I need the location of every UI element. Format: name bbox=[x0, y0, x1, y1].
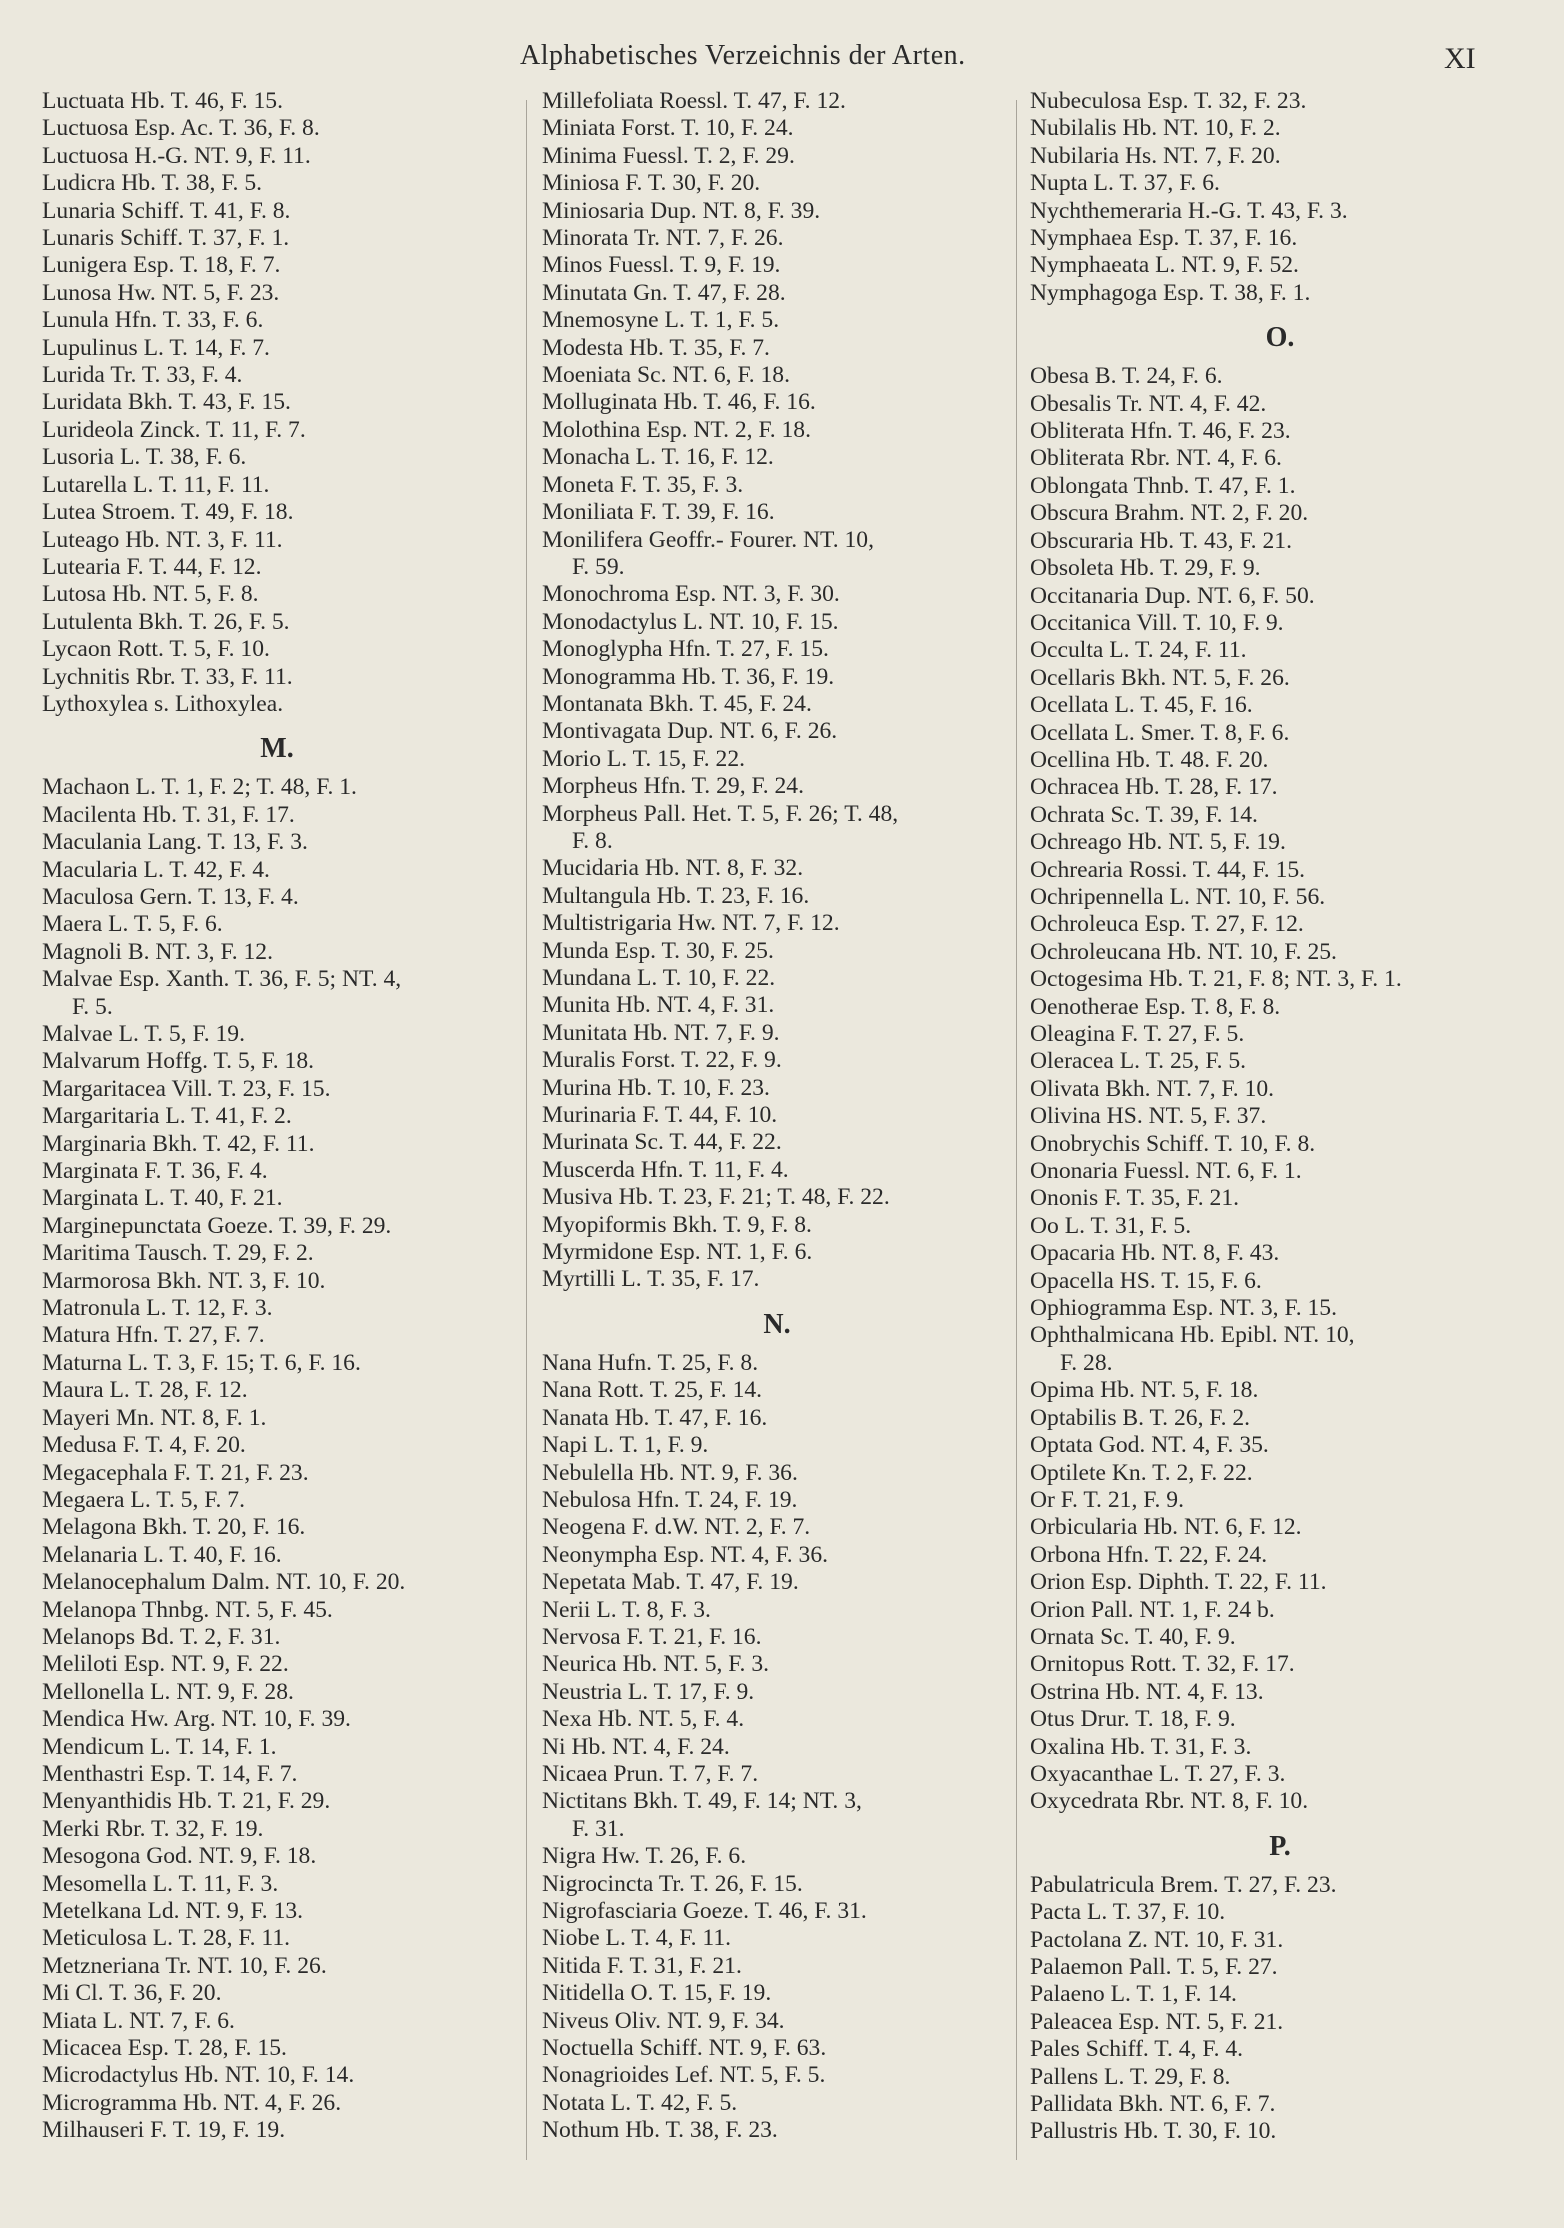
index-entry: Ophthalmicana Hb. Epibl. NT. 10, bbox=[1030, 1322, 1355, 1349]
index-entry: Nubeculosa Esp. T. 32, F. 23. bbox=[1030, 88, 1307, 114]
index-entry: Marginepunctata Goeze. T. 39, F. 29. bbox=[42, 1212, 392, 1239]
index-entry: Magnoli B. NT. 3, F. 12. bbox=[42, 938, 273, 965]
index-entry: Ochripennella L. NT. 10, F. 56. bbox=[1030, 883, 1326, 910]
index-entry: Munitata Hb. NT. 7, F. 9. bbox=[542, 1019, 780, 1046]
index-entry: Oxalina Hb. T. 31, F. 3. bbox=[1030, 1733, 1252, 1760]
index-entry: Lunaris Schiff. T. 37, F. 1. bbox=[42, 225, 290, 252]
index-entry: Microdactylus Hb. NT. 10, F. 14. bbox=[42, 2062, 355, 2089]
index-entry: Ostrina Hb. NT. 4, F. 13. bbox=[1030, 1678, 1264, 1705]
index-entry: Nubilalis Hb. NT. 10, F. 2. bbox=[1030, 115, 1281, 142]
index-entry: Lutea Stroem. T. 49, F. 18. bbox=[42, 499, 294, 526]
index-entry: Minutata Gn. T. 47, F. 28. bbox=[542, 279, 786, 306]
index-entry: Morpheus Hfn. T. 29, F. 24. bbox=[542, 773, 805, 800]
index-entry: Oleagina F. T. 27, F. 5. bbox=[1030, 1021, 1245, 1047]
index-entry: Ononis F. T. 35, F. 21. bbox=[1030, 1185, 1240, 1212]
index-entry: Montivagata Dup. NT. 6, F. 26. bbox=[542, 718, 838, 745]
index-entry: Nubilaria Hs. NT. 7, F. 20. bbox=[1030, 142, 1281, 169]
index-entry: Monodactylus L. NT. 10, F. 15. bbox=[542, 608, 839, 635]
index-column-1 bbox=[42, 88, 512, 2145]
index-entry: Multangula Hb. T. 23, F. 16. bbox=[542, 882, 810, 909]
index-entry: Nychthemeraria H.-G. T. 43, F. 3. bbox=[1030, 197, 1348, 224]
index-entry: Nigrocincta Tr. T. 26, F. 15. bbox=[542, 1870, 803, 1897]
index-entry: Nanata Hb. T. 47, F. 16. bbox=[542, 1404, 768, 1431]
index-entry: Macilenta Hb. T. 31, F. 17. bbox=[42, 801, 295, 828]
index-entry: Mayeri Mn. NT. 8, F. 1. bbox=[42, 1404, 267, 1431]
index-entry: Minorata Tr. NT. 7, F. 26. bbox=[542, 225, 784, 252]
index-entry: Lurideola Zinck. T. 11, F. 7. bbox=[42, 416, 306, 443]
index-entry: Mi Cl. T. 36, F. 20. bbox=[42, 1980, 222, 2007]
index-entry: Oxycedrata Rbr. NT. 8, F. 10. bbox=[1030, 1788, 1309, 1815]
index-entry: Onobrychis Schiff. T. 10, F. 8. bbox=[1030, 1130, 1316, 1157]
index-entry: Molluginata Hb. T. 46, F. 16. bbox=[542, 389, 816, 416]
index-entry: Lutearia F. T. 44, F. 12. bbox=[42, 553, 262, 580]
index-entry: Nymphagoga Esp. T. 38, F. 1. bbox=[1030, 279, 1311, 306]
index-entry: Miniata Forst. T. 10, F. 24. bbox=[542, 115, 794, 142]
index-entry: Murinata Sc. T. 44, F. 22. bbox=[542, 1129, 782, 1156]
index-entry: Lutosa Hb. NT. 5, F. 8. bbox=[42, 581, 259, 608]
index-entry: Ochracea Hb. T. 28, F. 17. bbox=[1030, 774, 1278, 801]
index-entry: Paleacea Esp. NT. 5, F. 21. bbox=[1030, 2008, 1284, 2035]
index-entry: Pallens L. T. 29, F. 8. bbox=[1030, 2063, 1231, 2090]
index-entry: Munita Hb. NT. 4, F. 31. bbox=[542, 992, 775, 1019]
index-entry: Macularia L. T. 42, F. 4. bbox=[42, 856, 270, 883]
index-entry: Nymphaeata L. NT. 9, F. 52. bbox=[1030, 252, 1299, 279]
index-entry: Noctuella Schiff. NT. 9, F. 63. bbox=[542, 2035, 827, 2062]
index-entry: Niobe L. T. 4, F. 11. bbox=[542, 1925, 732, 1952]
index-entry: Lunigera Esp. T. 18, F. 7. bbox=[42, 252, 281, 279]
index-entry: Lutarella L. T. 11, F. 11. bbox=[42, 471, 270, 498]
index-entry: Millefoliata Roessl. T. 47, F. 12. bbox=[542, 88, 846, 114]
index-entry: Nitidella O. T. 15, F. 19. bbox=[542, 1980, 772, 2007]
index-entry: Ni Hb. NT. 4, F. 24. bbox=[542, 1733, 730, 1760]
index-entry: Mendica Hw. Arg. NT. 10, F. 39. bbox=[42, 1706, 351, 1733]
index-entry: Ocellaris Bkh. NT. 5, F. 26. bbox=[1030, 664, 1290, 691]
index-entry: Lurida Tr. T. 33, F. 4. bbox=[42, 362, 243, 389]
index-entry: Ochrata Sc. T. 39, F. 14. bbox=[1030, 801, 1258, 828]
index-entry: Pabulatricula Brem. T. 27, F. 23. bbox=[1030, 1871, 1337, 1898]
index-entry: Luctuata Hb. T. 46, F. 15. bbox=[42, 88, 284, 114]
index-entry: Palaeno L. T. 1, F. 14. bbox=[1030, 1981, 1237, 2008]
index-entry: Ochrearia Rossi. T. 44, F. 15. bbox=[1030, 856, 1306, 883]
index-entry: Marginata L. T. 40, F. 21. bbox=[42, 1185, 283, 1212]
index-entry: Luteago Hb. NT. 3, F. 11. bbox=[42, 526, 283, 553]
index-entry: Luridata Bkh. T. 43, F. 15. bbox=[42, 389, 291, 416]
index-entry: Pallustris Hb. T. 30, F. 10. bbox=[1030, 2118, 1277, 2145]
running-title: Alphabetisches Verzeichnis der Arten. bbox=[520, 40, 966, 71]
index-entry: Opacella HS. T. 15, F. 6. bbox=[1030, 1267, 1262, 1294]
index-entry: Minos Fuessl. T. 9, F. 19. bbox=[542, 252, 781, 279]
index-entry: Lychnitis Rbr. T. 33, F. 11. bbox=[42, 663, 293, 690]
index-entry: Napi L. T. 1, F. 9. bbox=[542, 1432, 709, 1459]
index-entry: Nigra Hw. T. 26, F. 6. bbox=[542, 1843, 747, 1870]
index-entry: Pactolana Z. NT. 10, F. 31. bbox=[1030, 1926, 1284, 1953]
index-entry: Ochreago Hb. NT. 5, F. 19. bbox=[1030, 829, 1286, 856]
index-entry: Obesa B. T. 24, F. 6. bbox=[1030, 363, 1223, 390]
section-letter-heading: P. bbox=[1269, 1830, 1291, 1862]
index-entry: Nebulella Hb. NT. 9, F. 36. bbox=[542, 1459, 798, 1486]
index-column-3 bbox=[1030, 88, 1530, 2146]
index-entry: Malvarum Hoffg. T. 5, F. 18. bbox=[42, 1048, 315, 1075]
index-entry: Palaemon Pall. T. 5, F. 27. bbox=[1030, 1954, 1278, 1980]
index-entry: Miniosaria Dup. NT. 8, F. 39. bbox=[542, 197, 821, 224]
index-entry: Moeniata Sc. NT. 6, F. 18. bbox=[542, 362, 790, 389]
index-entry: Monochroma Esp. NT. 3, F. 30. bbox=[542, 581, 840, 608]
index-entry: Obscuraria Hb. T. 43, F. 21. bbox=[1030, 527, 1292, 554]
index-entry: Pacta L. T. 37, F. 10. bbox=[1030, 1899, 1226, 1926]
index-entry: Lunula Hfn. T. 33, F. 6. bbox=[42, 307, 264, 334]
page-header bbox=[0, 40, 1564, 80]
index-entry: Malvae Esp. Xanth. T. 36, F. 5; NT. 4, bbox=[42, 966, 402, 993]
index-entry: Monilifera Geoffr.- Fourer. NT. 10, bbox=[542, 526, 874, 553]
index-entry: Niveus Oliv. NT. 9, F. 34. bbox=[542, 2007, 785, 2034]
index-entry: Obliterata Rbr. NT. 4, F. 6. bbox=[1030, 445, 1282, 472]
index-entry: Lusoria L. T. 38, F. 6. bbox=[42, 444, 247, 471]
index-entry: Myrmidone Esp. NT. 1, F. 6. bbox=[542, 1239, 813, 1266]
index-entry: Mendicum L. T. 14, F. 1. bbox=[42, 1733, 277, 1760]
index-entry: Obliterata Hfn. T. 46, F. 23. bbox=[1030, 418, 1291, 445]
index-entry: Ocellata L. T. 45, F. 16. bbox=[1030, 692, 1253, 719]
index-entry: Occitanica Vill. T. 10, F. 9. bbox=[1030, 609, 1284, 636]
index-entry: Luctuosa Esp. Ac. T. 36, F. 8. bbox=[42, 115, 320, 142]
index-entry: Nebulosa Hfn. T. 24, F. 19. bbox=[542, 1486, 798, 1513]
index-entry: Matura Hfn. T. 27, F. 7. bbox=[42, 1322, 265, 1349]
index-entry: Obesalis Tr. NT. 4, F. 42. bbox=[1030, 390, 1267, 417]
index-entry: Nervosa F. T. 21, F. 16. bbox=[542, 1623, 762, 1650]
index-entry: Nana Hufn. T. 25, F. 8. bbox=[542, 1349, 759, 1376]
index-entry: Obsoleta Hb. T. 29, F. 9. bbox=[1030, 555, 1261, 582]
index-entry: Multistrigaria Hw. NT. 7, F. 12. bbox=[542, 910, 840, 937]
index-column-2 bbox=[542, 88, 1012, 2145]
index-entry: Neustria L. T. 17, F. 9. bbox=[542, 1678, 755, 1705]
index-entry: Oleracea L. T. 25, F. 5. bbox=[1030, 1048, 1247, 1075]
index-entry: Ornata Sc. T. 40, F. 9. bbox=[1030, 1623, 1236, 1650]
index-entry: Olivata Bkh. NT. 7, F. 10. bbox=[1030, 1075, 1275, 1102]
index-entry: Marginaria Bkh. T. 42, F. 11. bbox=[42, 1130, 315, 1157]
index-entry: Molothina Esp. NT. 2, F. 18. bbox=[542, 416, 812, 443]
index-entry-continuation: F. 31. bbox=[572, 1815, 625, 1842]
index-entry: Munda Esp. T. 30, F. 25. bbox=[542, 937, 774, 964]
index-entry: Nerii L. T. 8, F. 3. bbox=[542, 1596, 711, 1623]
index-entry-continuation: F. 8. bbox=[572, 827, 613, 854]
index-entry: Melanaria L. T. 40, F. 16. bbox=[42, 1541, 282, 1568]
index-entry: Margaritacea Vill. T. 23, F. 15. bbox=[42, 1075, 331, 1102]
index-entry-continuation: F. 28. bbox=[1060, 1349, 1113, 1376]
page-number: XI bbox=[1444, 42, 1476, 75]
index-entry: Lupulinus L. T. 14, F. 7. bbox=[42, 334, 270, 361]
index-entry: Nitida F. T. 31, F. 21. bbox=[542, 1952, 742, 1979]
index-entry: Nupta L. T. 37, F. 6. bbox=[1030, 170, 1220, 197]
index-entry: Meliloti Esp. NT. 9, F. 22. bbox=[42, 1651, 289, 1678]
index-entry: Myopiformis Bkh. T. 9, F. 8. bbox=[542, 1211, 812, 1238]
index-entry: Mucidaria Hb. NT. 8, F. 32. bbox=[542, 855, 804, 882]
index-entry: Orion Esp. Diphth. T. 22, F. 11. bbox=[1030, 1569, 1327, 1596]
index-entry: Occitanaria Dup. NT. 6, F. 50. bbox=[1030, 582, 1315, 609]
index-entry: Octogesima Hb. T. 21, F. 8; NT. 3, F. 1. bbox=[1030, 966, 1402, 993]
index-entry: Optabilis B. T. 26, F. 2. bbox=[1030, 1404, 1251, 1431]
index-entry: Merki Rbr. T. 32, F. 19. bbox=[42, 1815, 264, 1842]
index-entry: Olivina HS. NT. 5, F. 37. bbox=[1030, 1103, 1267, 1130]
index-entry: Luctuosa H.-G. NT. 9, F. 11. bbox=[42, 142, 311, 169]
index-entry: Monacha L. T. 16, F. 12. bbox=[542, 444, 774, 471]
index-entry: Marginata F. T. 36, F. 4. bbox=[42, 1158, 268, 1185]
index-entry-continuation: F. 5. bbox=[72, 993, 113, 1020]
index-entry: Nymphaea Esp. T. 37, F. 16. bbox=[1030, 225, 1298, 252]
index-entry: Montanata Bkh. T. 45, F. 24. bbox=[542, 690, 812, 717]
index-entry: Maculosa Gern. T. 13, F. 4. bbox=[42, 883, 299, 910]
index-entry: Otus Drur. T. 18, F. 9. bbox=[1030, 1706, 1236, 1733]
index-entry: Melanopa Thnbg. NT. 5, F. 45. bbox=[42, 1596, 333, 1623]
index-entry: Maturna L. T. 3, F. 15; T. 6, F. 16. bbox=[42, 1349, 361, 1376]
index-entry: Morpheus Pall. Het. T. 5, F. 26; T. 48, bbox=[542, 800, 899, 827]
index-entry: Micacea Esp. T. 28, F. 15. bbox=[42, 2035, 287, 2062]
index-entry: Malvae L. T. 5, F. 19. bbox=[42, 1021, 245, 1047]
index-entry: Maculania Lang. T. 13, F. 3. bbox=[42, 829, 308, 856]
index-entry: Maera L. T. 5, F. 6. bbox=[42, 911, 223, 938]
index-entry: Murinaria F. T. 44, F. 10. bbox=[542, 1102, 778, 1129]
index-entry: Mellonella L. NT. 9, F. 28. bbox=[42, 1678, 294, 1705]
index-entry: Monoglypha Hfn. T. 27, F. 15. bbox=[542, 636, 829, 663]
index-entry: Nexa Hb. NT. 5, F. 4. bbox=[542, 1706, 745, 1733]
index-entry: Lutulenta Bkh. T. 26, F. 5. bbox=[42, 608, 290, 635]
index-entry: Notata L. T. 42, F. 5. bbox=[542, 2089, 738, 2116]
index-entry: Minima Fuessl. T. 2, F. 29. bbox=[542, 142, 795, 169]
index-entry: Nigrofasciaria Goeze. T. 46, F. 31. bbox=[542, 1898, 867, 1924]
index-entry: Muralis Forst. T. 22, F. 9. bbox=[542, 1047, 782, 1074]
index-entry: Menyanthidis Hb. T. 21, F. 29. bbox=[42, 1788, 331, 1815]
index-entry: Oblongata Thnb. T. 47, F. 1. bbox=[1030, 472, 1296, 499]
index-entry: Muscerda Hfn. T. 11, F. 4. bbox=[542, 1156, 789, 1183]
section-letter-heading: O. bbox=[1265, 322, 1295, 354]
index-entry: Nothum Hb. T. 38, F. 23. bbox=[542, 2117, 778, 2144]
index-entry: Mnemosyne L. T. 1, F. 5. bbox=[542, 307, 780, 334]
index-entry: Pales Schiff. T. 4, F. 4. bbox=[1030, 2036, 1244, 2063]
index-entry: Orbicularia Hb. NT. 6, F. 12. bbox=[1030, 1514, 1302, 1541]
index-entry: Nictitans Bkh. T. 49, F. 14; NT. 3, bbox=[542, 1788, 862, 1815]
index-entry: Megaera L. T. 5, F. 7. bbox=[42, 1486, 245, 1513]
index-entry: Neogena F. d.W. NT. 2, F. 7. bbox=[542, 1514, 811, 1541]
index-entry: Pallidata Bkh. NT. 6, F. 7. bbox=[1030, 2091, 1276, 2118]
index-entry: Ocellata L. Smer. T. 8, F. 6. bbox=[1030, 719, 1290, 746]
index-entry: Margaritaria L. T. 41, F. 2. bbox=[42, 1103, 292, 1130]
index-entry: Modesta Hb. T. 35, F. 7. bbox=[542, 334, 770, 361]
index-entry: Microgramma Hb. NT. 4, F. 26. bbox=[42, 2089, 342, 2116]
index-entry: Occulta L. T. 24, F. 11. bbox=[1030, 637, 1247, 664]
index-entry: Mesomella L. T. 11, F. 3. bbox=[42, 1870, 279, 1897]
index-entry: Neurica Hb. NT. 5, F. 3. bbox=[542, 1651, 770, 1678]
section-letter-heading: M. bbox=[260, 733, 294, 765]
index-entry: Melanops Bd. T. 2, F. 31. bbox=[42, 1623, 281, 1650]
index-entry: Lycaon Rott. T. 5, F. 10. bbox=[42, 636, 270, 663]
index-entry: Milhauseri F. T. 19, F. 19. bbox=[42, 2117, 286, 2144]
index-entry: Meticulosa L. T. 28, F. 11. bbox=[42, 1925, 291, 1952]
index-entry: Nicaea Prun. T. 7, F. 7. bbox=[542, 1760, 759, 1787]
index-entry: Miata L. NT. 7, F. 6. bbox=[42, 2007, 235, 2034]
index-entry: Ochroleuca Esp. T. 27, F. 12. bbox=[1030, 911, 1304, 938]
index-entry: Ophiogramma Esp. NT. 3, F. 15. bbox=[1030, 1295, 1337, 1322]
index-entry: Optata God. NT. 4, F. 35. bbox=[1030, 1432, 1269, 1459]
index-entry: Maura L. T. 28, F. 12. bbox=[42, 1377, 248, 1404]
column-divider bbox=[526, 100, 527, 2160]
index-entry: Megacephala F. T. 21, F. 23. bbox=[42, 1459, 309, 1486]
index-entry: Mundana L. T. 10, F. 22. bbox=[542, 965, 776, 991]
index-entry: Optilete Kn. T. 2, F. 22. bbox=[1030, 1459, 1253, 1486]
index-entry: Neonympha Esp. NT. 4, F. 36. bbox=[542, 1541, 829, 1568]
index-entry: Melanocephalum Dalm. NT. 10, F. 20. bbox=[42, 1569, 406, 1596]
index-entry: Oenotherae Esp. T. 8, F. 8. bbox=[1030, 993, 1281, 1020]
index-entry: Ochroleucana Hb. NT. 10, F. 25. bbox=[1030, 938, 1337, 965]
index-entry: Opima Hb. NT. 5, F. 18. bbox=[1030, 1377, 1259, 1404]
column-divider bbox=[1016, 100, 1017, 2160]
index-entry: Lunosa Hw. NT. 5, F. 23. bbox=[42, 279, 280, 306]
index-entry: Mesogona God. NT. 9, F. 18. bbox=[42, 1843, 317, 1870]
index-entry: Menthastri Esp. T. 14, F. 7. bbox=[42, 1760, 298, 1787]
index-entry: Ornitopus Rott. T. 32, F. 17. bbox=[1030, 1651, 1295, 1678]
index-entry: Oo L. T. 31, F. 5. bbox=[1030, 1212, 1192, 1239]
index-entry: Monogramma Hb. T. 36, F. 19. bbox=[542, 663, 835, 690]
index-entry: Nepetata Mab. T. 47, F. 19. bbox=[542, 1569, 799, 1596]
index-entry: Moniliata F. T. 39, F. 16. bbox=[542, 499, 775, 526]
index-entry: Matronula L. T. 12, F. 3. bbox=[42, 1295, 273, 1322]
index-entry: Metzneriana Tr. NT. 10, F. 26. bbox=[42, 1952, 327, 1979]
index-entry: Myrtilli L. T. 35, F. 17. bbox=[542, 1266, 760, 1293]
index-entry: Medusa F. T. 4, F. 20. bbox=[42, 1432, 246, 1459]
index-entry: Melagona Bkh. T. 20, F. 16. bbox=[42, 1514, 306, 1541]
index-entry: Morio L. T. 15, F. 22. bbox=[542, 745, 746, 772]
index-entry: Musiva Hb. T. 23, F. 21; T. 48, F. 22. bbox=[542, 1184, 890, 1211]
index-entry: Moneta F. T. 35, F. 3. bbox=[542, 471, 744, 498]
index-entry: Machaon L. T. 1, F. 2; T. 48, F. 1. bbox=[42, 774, 357, 801]
index-entry-continuation: F. 59. bbox=[572, 553, 625, 580]
index-entry: Murina Hb. T. 10, F. 23. bbox=[542, 1074, 770, 1101]
index-entry: Lythoxylea s. Lithoxylea. bbox=[42, 690, 284, 717]
index-entry: Opacaria Hb. NT. 8, F. 43. bbox=[1030, 1240, 1280, 1267]
index-entry: Ludicra Hb. T. 38, F. 5. bbox=[42, 170, 263, 197]
index-entry: Maritima Tausch. T. 29, F. 2. bbox=[42, 1240, 314, 1267]
index-entry: Lunaria Schiff. T. 41, F. 8. bbox=[42, 197, 291, 224]
index-entry: Nonagrioides Lef. NT. 5, F. 5. bbox=[542, 2062, 826, 2089]
index-entry: Ononaria Fuessl. NT. 6, F. 1. bbox=[1030, 1158, 1302, 1185]
index-entry: Ocellina Hb. T. 48. F. 20. bbox=[1030, 746, 1269, 773]
index-entry: Marmorosa Bkh. NT. 3, F. 10. bbox=[42, 1267, 326, 1294]
index-entry: Oxyacanthae L. T. 27, F. 3. bbox=[1030, 1760, 1286, 1787]
index-entry: Or F. T. 21, F. 9. bbox=[1030, 1486, 1184, 1513]
section-letter-heading: N. bbox=[763, 1308, 791, 1340]
index-entry: Obscura Brahm. NT. 2, F. 20. bbox=[1030, 500, 1309, 527]
index-entry: Orion Pall. NT. 1, F. 24 b. bbox=[1030, 1596, 1275, 1623]
index-entry: Orbona Hfn. T. 22, F. 24. bbox=[1030, 1541, 1268, 1568]
index-entry: Metelkana Ld. NT. 9, F. 13. bbox=[42, 1898, 304, 1924]
index-entry: Miniosa F. T. 30, F. 20. bbox=[542, 170, 761, 197]
index-entry: Nana Rott. T. 25, F. 14. bbox=[542, 1377, 763, 1404]
